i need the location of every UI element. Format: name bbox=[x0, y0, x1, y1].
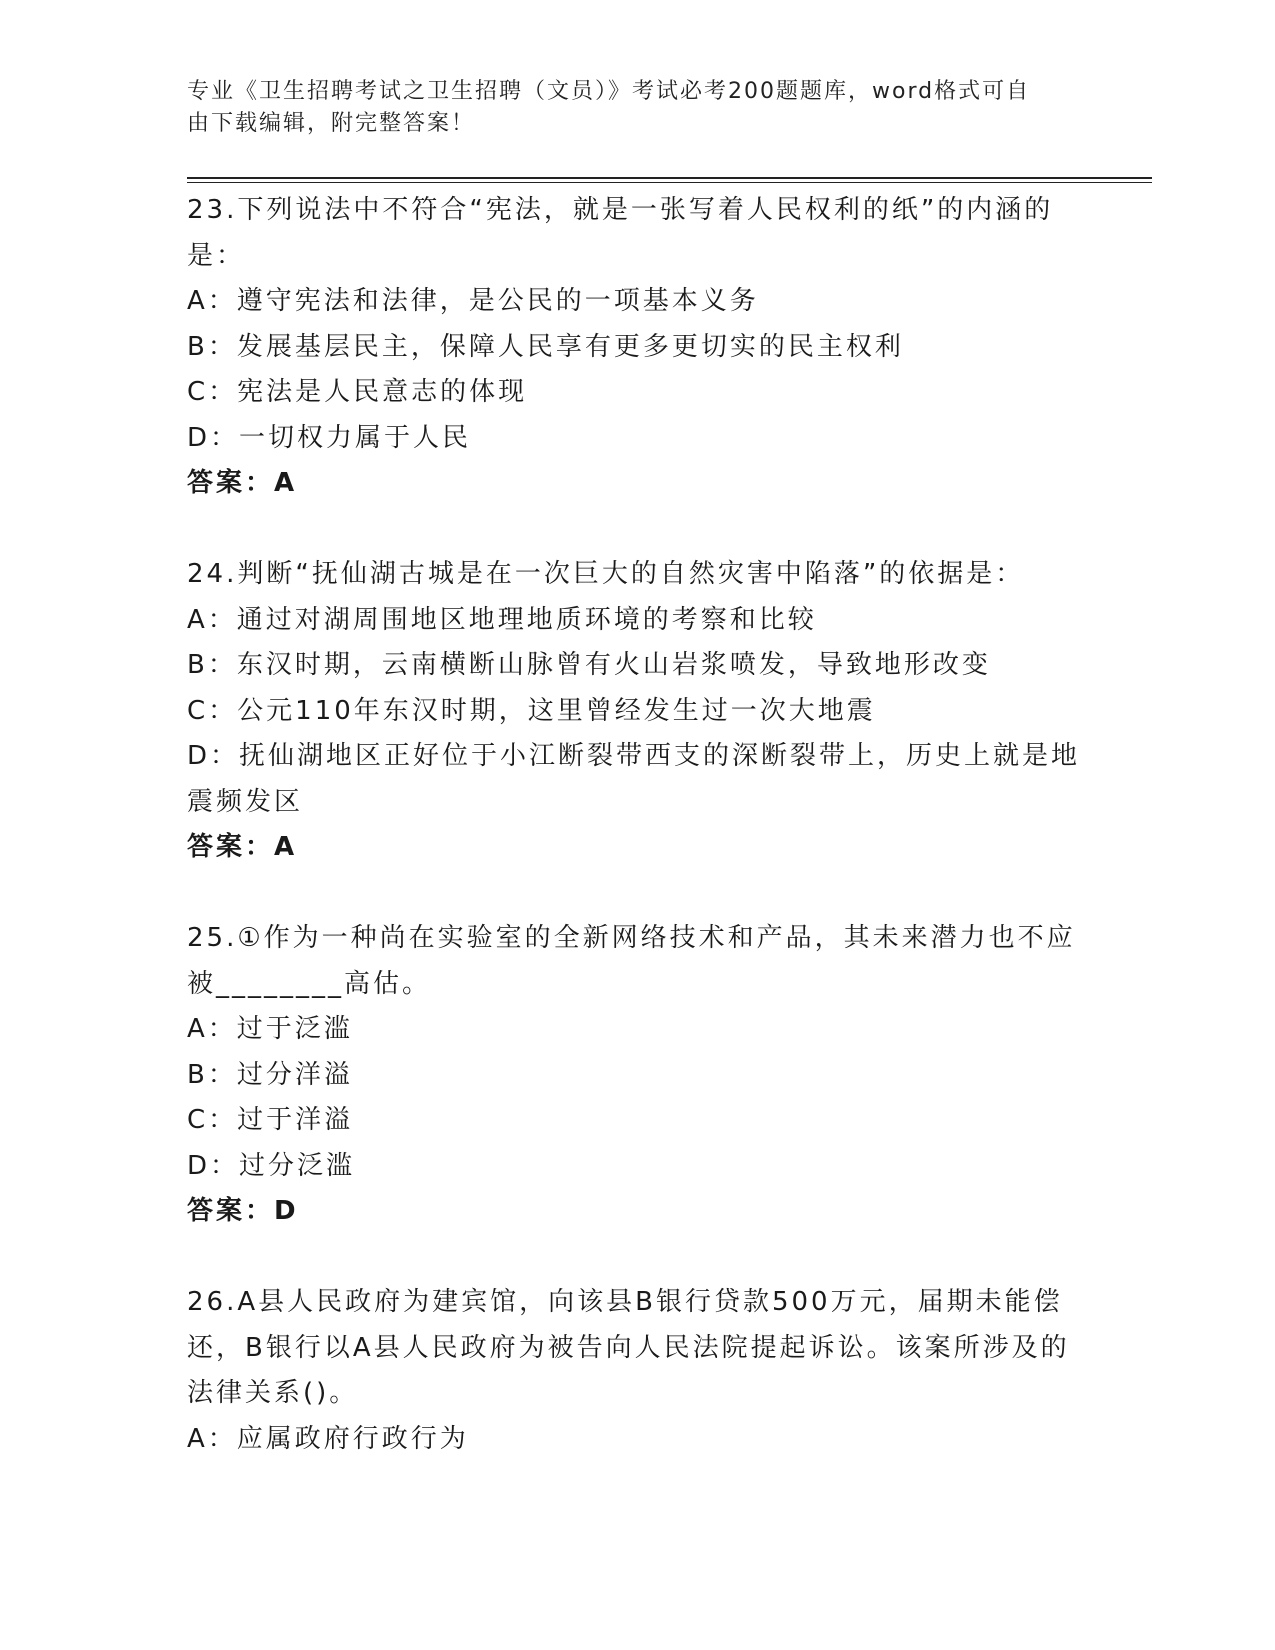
answer-text: 答案：A bbox=[187, 832, 298, 862]
question-spacer bbox=[187, 871, 1087, 917]
option-text: B：东汉时期，云南横断山脉曾有火山岩浆喷发，导致地形改变 bbox=[187, 650, 991, 680]
question-text: 法律关系()。 bbox=[187, 1378, 359, 1408]
answer-text: 答案：A bbox=[187, 468, 298, 498]
question-block bbox=[187, 916, 1087, 1235]
option-text: D：抚仙湖地区正好位于小江断裂带西支的深断裂带上，历史上就是地 bbox=[187, 741, 1081, 771]
question-block bbox=[187, 1280, 1087, 1462]
question-text: 24.判断“抚仙湖古城是在一次巨大的自然灾害中陷落”的依据是： bbox=[187, 559, 1025, 589]
question-spacer bbox=[187, 507, 1087, 553]
question-text: 被________高估。 bbox=[187, 968, 432, 999]
option-text: A：遵守宪法和法律，是公民的一项基本义务 bbox=[187, 286, 759, 316]
header-divider bbox=[187, 177, 1152, 179]
header-line: 由下载编辑，附完整答案！ bbox=[187, 111, 476, 136]
option-text: A：应属政府行政行为 bbox=[187, 1423, 469, 1454]
question-text: 23.下列说法中不符合“宪法，就是一张写着人民权利的纸”的内涵的 bbox=[187, 195, 1054, 225]
option-text: C：宪法是人民意志的体现 bbox=[187, 377, 528, 407]
question-spacer bbox=[187, 1235, 1087, 1281]
option-text: C：公元110年东汉时期，这里曾经发生过一次大地震 bbox=[187, 695, 876, 726]
question-block bbox=[187, 188, 1087, 507]
option-text: C：过于洋溢 bbox=[187, 1105, 354, 1135]
question-text: 还，B银行以A县人民政府为被告向人民法院提起诉讼。该案所涉及的 bbox=[187, 1332, 1070, 1363]
option-text: A：过于泛滥 bbox=[187, 1014, 353, 1044]
question-text: 25.①作为一种尚在实验室的全新网络技术和产品，其未来潜力也不应 bbox=[187, 923, 1076, 953]
option-text: B：发展基层民主，保障人民享有更多更切实的民主权利 bbox=[187, 331, 904, 362]
header-divider-thin bbox=[187, 182, 1152, 183]
question-text: 是： bbox=[187, 240, 246, 271]
option-text: D：一切权力属于人民 bbox=[187, 422, 472, 453]
page-header bbox=[187, 76, 1087, 140]
option-text: D：过分泛滥 bbox=[187, 1150, 356, 1181]
option-text: 震频发区 bbox=[187, 786, 304, 817]
answer-text: 答案：D bbox=[187, 1196, 299, 1226]
option-text: A：通过对湖周围地区地理地质环境的考察和比较 bbox=[187, 604, 817, 635]
option-text: B：过分洋溢 bbox=[187, 1059, 353, 1090]
question-list bbox=[187, 188, 1087, 1462]
header-line: 专业《卫生招聘考试之卫生招聘（文员）》考试必考200题题库，word格式可自 bbox=[187, 79, 1031, 104]
question-text: 26.A县人民政府为建宾馆，向该县B银行贷款500万元，届期未能偿 bbox=[187, 1287, 1063, 1317]
question-block bbox=[187, 552, 1087, 871]
